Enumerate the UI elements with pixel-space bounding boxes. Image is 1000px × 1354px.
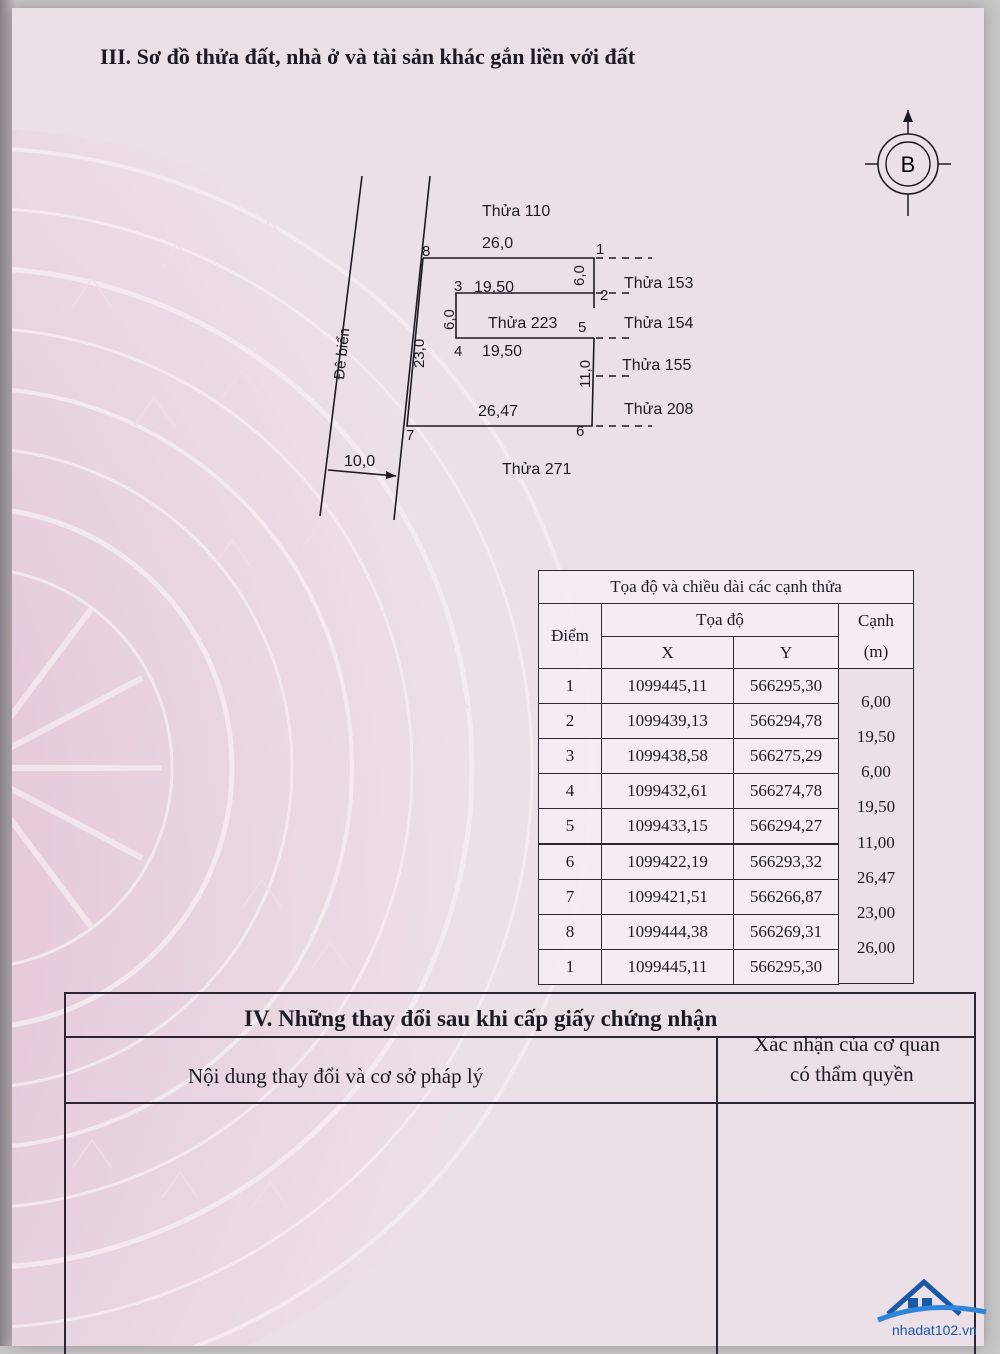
road-width-line (328, 470, 396, 476)
edge-length-8-1: 26,0 (482, 235, 514, 252)
table-cell-x: 1099445,11 (601, 668, 734, 704)
edge-length-6-7: 26,47 (478, 403, 519, 420)
certificate-page (12, 8, 984, 1346)
neighbor-east-3: Thửa 155 (622, 357, 692, 374)
compass-letter: B (900, 152, 916, 177)
table-cell-point: 4 (538, 773, 602, 809)
table-cell-x: 1099439,13 (601, 703, 734, 739)
neighbor-inner: Thửa 223 (488, 315, 558, 332)
table-cell-y: 566275,29 (733, 738, 839, 774)
road-label: Đê biển (331, 327, 354, 381)
table-edge-length: 23,00 (856, 902, 896, 922)
changes-column-confirm-1: Xác nhận của cơ quan (754, 1032, 941, 1056)
site-watermark (868, 1270, 992, 1342)
header-edge-unit: (m) (838, 636, 914, 669)
table-cell-y: 566295,30 (733, 668, 839, 704)
changes-column-confirm-2: có thẩm quyền (790, 1062, 914, 1086)
table-caption: Tọa độ và chiều dài các cạnh thửa (538, 570, 914, 604)
table-cell-y: 566274,78 (733, 773, 839, 809)
table-cell-point: 8 (538, 914, 602, 950)
point-8: 8 (422, 243, 431, 260)
neighbor-east-1: Thửa 153 (624, 275, 694, 292)
neighbor-east-4: Thửa 208 (624, 401, 694, 418)
coordinate-table (538, 570, 914, 984)
point-5: 5 (578, 319, 587, 336)
table-edge-length: 26,47 (856, 867, 896, 887)
table-cell-y: 566294,27 (733, 808, 839, 844)
changes-column-content: Nội dung thay đổi và cơ sở pháp lý (188, 1064, 484, 1088)
table-edge-length: 6,00 (861, 692, 891, 712)
table-cell-y: 566266,87 (733, 879, 839, 915)
point-2: 2 (600, 287, 609, 304)
table-edge-length: 19,50 (856, 727, 896, 747)
table-cell-x: 1099438,58 (601, 738, 734, 774)
header-point: Điểm (538, 603, 602, 669)
point-4: 4 (454, 343, 463, 360)
neighbor-north: Thửa 110 (482, 203, 551, 220)
point-1: 1 (596, 241, 605, 258)
edge-length-1-2: 6,0 (571, 265, 588, 286)
table-cell-point: 2 (538, 703, 602, 739)
edge-column (838, 668, 914, 984)
point-3: 3 (454, 278, 463, 295)
table-cell-y: 566269,31 (733, 914, 839, 950)
table-cell-x: 1099432,61 (601, 773, 734, 809)
road-width-label: 10,0 (344, 453, 376, 470)
table-cell-point: 1 (538, 668, 602, 704)
header-y: Y (733, 636, 839, 669)
table-cell-x: 1099433,15 (601, 808, 734, 844)
table-edge-length: 26,00 (856, 937, 896, 957)
table-edge-length: 6,00 (861, 762, 891, 782)
changes-title: IV. Những thay đổi sau khi cấp giấy chứng nhận (244, 1006, 718, 1031)
header-coord: Tọa độ (601, 603, 839, 637)
edge-length-5-6: 11,0 (577, 359, 594, 388)
watermark-text: nhadat102.vn (892, 1322, 977, 1338)
point-7: 7 (406, 427, 415, 444)
table-cell-point: 6 (538, 844, 602, 880)
table-cell-y: 566295,30 (733, 949, 839, 985)
table-cell-x: 1099445,11 (601, 949, 734, 985)
table-edge-length: 11,00 (857, 832, 895, 852)
edge-length-2-3: 19,50 (474, 279, 515, 296)
table-cell-y: 566294,78 (733, 703, 839, 739)
table-cell-x: 1099421,51 (601, 879, 734, 915)
neighbor-east-2: Thửa 154 (624, 315, 694, 332)
edge-length-4-5: 19,50 (482, 343, 523, 360)
point-6: 6 (576, 423, 585, 440)
neighbor-south: Thửa 271 (502, 461, 572, 478)
table-cell-point: 7 (538, 879, 602, 915)
table-cell-x: 1099444,38 (601, 914, 734, 950)
header-edge: Cạnh (838, 603, 914, 637)
header-x: X (601, 636, 734, 669)
table-cell-point: 5 (538, 808, 602, 844)
table-cell-y: 566293,32 (733, 844, 839, 880)
table-edge-length: 19,50 (856, 797, 896, 817)
house-logo-icon (868, 1270, 992, 1326)
edge-length-3-4: 6,0 (441, 309, 458, 330)
section-title: III. Sơ đồ thửa đất, nhà ở và tài sản khác gắn liền với đất (100, 44, 636, 69)
land-plot-diagram (12, 8, 984, 568)
table-cell-x: 1099422,19 (601, 844, 734, 880)
edge-length-7-8: 23,0 (411, 338, 428, 368)
table-cell-point: 3 (538, 738, 602, 774)
changes-section (64, 992, 976, 1354)
table-cell-point: 1 (538, 949, 602, 985)
